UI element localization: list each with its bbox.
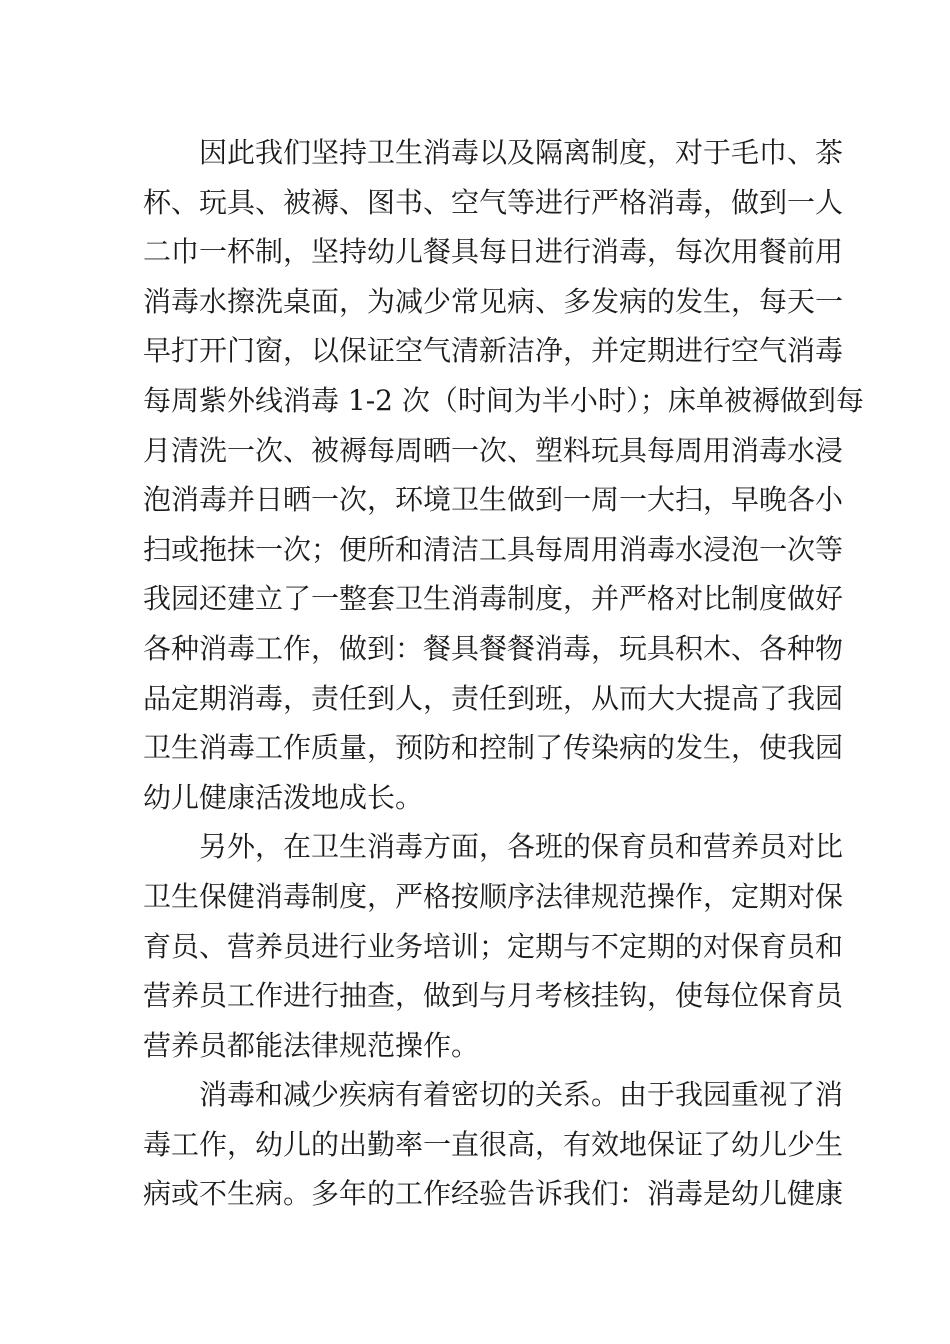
paragraph-1-line-1: 因此我们坚持卫生消毒以及隔离制度，对于毛巾、茶 bbox=[199, 136, 844, 169]
paragraph-2-line-1: 另外，在卫生消毒方面，各班的保育员和营养员对比 bbox=[199, 830, 844, 864]
paragraph-2-line-4: 营养员工作进行抽查，做到与月考核挂钩，使每位保育员 bbox=[143, 979, 844, 1013]
paragraph-1-line-2: 杯、玩具、被褥、图书、空气等进行严格消毒，做到一人 bbox=[143, 185, 844, 219]
paragraph-1-line-7: 月清洗一次、被褥每周晒一次、塑料玩具每周用消毒水浸 bbox=[143, 433, 844, 467]
paragraph-1-line-4: 消毒水擦洗桌面，为减少常见病、多发病的发生，每天一 bbox=[143, 284, 844, 318]
paragraph-1-line-3: 二巾一杯制，坚持幼儿餐具每日进行消毒，每次用餐前用 bbox=[143, 235, 844, 269]
paragraph-1-line-6: 每周紫外线消毒 1-2 次（时间为半小时）；床单被褥做到每 bbox=[143, 383, 864, 417]
paragraph-1-line-13: 卫生消毒工作质量，预防和控制了传染病的发生，使我园 bbox=[143, 731, 844, 765]
paragraph-3-line-2: 毒工作，幼儿的出勤率一直很高，有效地保证了幼儿少生 bbox=[143, 1127, 844, 1161]
paragraph-3-line-3: 病或不生病。多年的工作经验告诉我们：消毒是幼儿健康 bbox=[143, 1177, 844, 1211]
paragraph-1-line-10: 我园还建立了一整套卫生消毒制度，并严格对比制度做好 bbox=[143, 582, 844, 616]
paragraph-2-line-5: 营养员都能法律规范操作。 bbox=[143, 1028, 480, 1062]
paragraph-1-line-5: 早打开门窗，以保证空气清新洁净，并定期进行空气消毒 bbox=[143, 334, 844, 368]
body-text bbox=[143, 128, 864, 1219]
paragraph-1-line-8: 泡消毒并日晒一次，环境卫生做到一周一大扫，早晚各小 bbox=[143, 483, 844, 517]
paragraph-1-line-14: 幼儿健康活泼地成长。 bbox=[143, 780, 424, 814]
paragraph-2-line-3: 育员、营养员进行业务培训；定期与不定期的对保育员和 bbox=[143, 929, 844, 963]
paragraph-2-line-2: 卫生保健消毒制度，严格按顺序法律规范操作，定期对保 bbox=[143, 879, 844, 913]
paragraph-3-line-1: 消毒和减少疾病有着密切的关系。由于我园重视了消 bbox=[199, 1078, 844, 1112]
paragraph-1-line-12: 品定期消毒，责任到人，责任到班，从而大大提高了我园 bbox=[143, 681, 844, 715]
paragraph-1-line-11: 各种消毒工作，做到：餐具餐餐消毒，玩具积木、各种物 bbox=[143, 631, 844, 665]
paragraph-1-line-9: 扫或拖抹一次；便所和清洁工具每周用消毒水浸泡一次等 bbox=[143, 532, 844, 566]
